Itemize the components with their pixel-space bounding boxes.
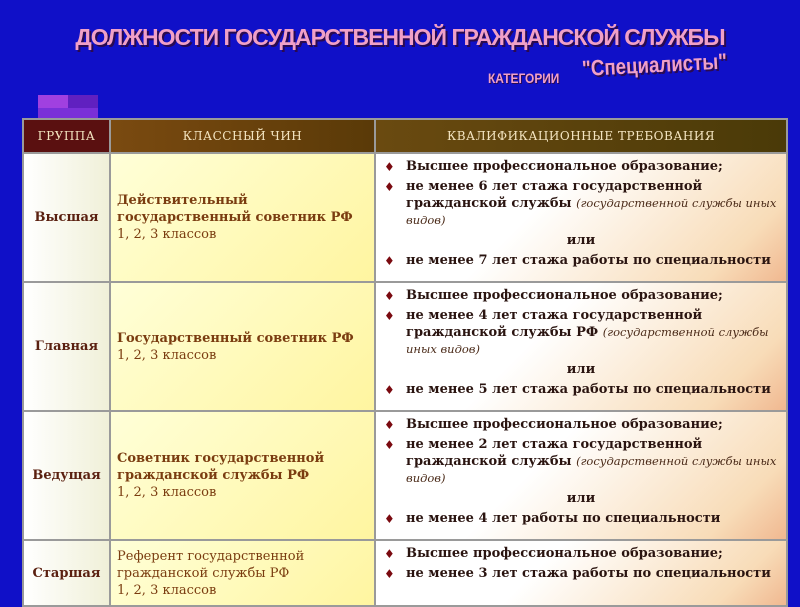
diamond-bullet-icon: ♦ bbox=[384, 512, 395, 526]
rank-cell bbox=[110, 411, 375, 540]
rank-line: Референт государственной bbox=[117, 548, 305, 564]
group-cell: Ведущая bbox=[23, 411, 110, 540]
requirements-cell bbox=[375, 153, 787, 282]
category-value: "Специалисты" bbox=[581, 48, 728, 81]
diamond-bullet-icon: ♦ bbox=[384, 438, 395, 452]
table-row bbox=[23, 282, 787, 411]
group-cell: Главная bbox=[23, 282, 110, 411]
group-cell: Старшая bbox=[23, 540, 110, 606]
header-row bbox=[23, 119, 787, 153]
list-item: ♦ не менее 5 лет стажа работы по специальности bbox=[384, 382, 771, 397]
category-label: КАТЕГОРИИ bbox=[488, 70, 560, 86]
diamond-bullet-icon: ♦ bbox=[384, 309, 395, 323]
table-row bbox=[23, 540, 787, 606]
rank-line: Государственный советник РФ bbox=[117, 330, 354, 346]
rank-line: 1, 2, 3 классов bbox=[117, 347, 217, 363]
rank-line: 1, 2, 3 классов bbox=[117, 582, 217, 598]
list-item: ♦ не менее 3 лет стажа работы по специальности bbox=[384, 566, 771, 581]
group-cell: Высшая bbox=[23, 153, 110, 282]
list-item: ♦ Высшее профессиональное образование; bbox=[384, 546, 723, 561]
rank-line: 1, 2, 3 классов bbox=[117, 485, 217, 500]
rank-line: государственный советник РФ bbox=[117, 210, 353, 225]
list-item: ♦ Высшее профессиональное образование; bbox=[384, 288, 723, 303]
rank-cell bbox=[110, 540, 375, 606]
rank-line: Советник государственной bbox=[117, 451, 325, 466]
table-row bbox=[23, 153, 787, 282]
list-item: ♦ не менее 6 лет стажа государственной гражданской службы (государственной службы иных видов) bbox=[384, 179, 777, 227]
rank-line: Действительный bbox=[117, 193, 248, 208]
rank-line: 1, 2, 3 классов bbox=[117, 227, 217, 242]
list-item: ♦ не менее 2 лет стажа государственной гражданской службы (государственной службы иных видов) bbox=[384, 437, 777, 485]
list-item: ♦ Высшее профессиональное образование; bbox=[384, 159, 723, 174]
rank-line: гражданской службы РФ bbox=[117, 468, 310, 483]
rank-line: гражданской службы РФ bbox=[117, 565, 290, 581]
diamond-bullet-icon: ♦ bbox=[384, 180, 395, 194]
diamond-bullet-icon: ♦ bbox=[384, 567, 395, 581]
diamond-bullet-icon: ♦ bbox=[384, 160, 395, 174]
or-separator: или bbox=[566, 233, 596, 248]
positions-table bbox=[22, 118, 788, 607]
diamond-bullet-icon: ♦ bbox=[384, 289, 395, 303]
diamond-bullet-icon: ♦ bbox=[384, 383, 395, 397]
list-item: ♦ не менее 7 лет стажа работы по специальности bbox=[384, 253, 771, 268]
or-separator: или bbox=[566, 491, 596, 506]
list-item: ♦ Высшее профессиональное образование; bbox=[384, 417, 723, 432]
diamond-bullet-icon: ♦ bbox=[384, 254, 395, 268]
requirements-cell bbox=[375, 411, 787, 540]
header-group: ГРУППА bbox=[23, 119, 110, 153]
requirements-cell bbox=[375, 282, 787, 411]
diamond-bullet-icon: ♦ bbox=[384, 418, 395, 432]
list-item: ♦ не менее 4 лет работы по специальности bbox=[384, 511, 721, 526]
header-rank: КЛАССНЫЙ ЧИН bbox=[110, 119, 375, 153]
requirements-cell bbox=[375, 540, 787, 606]
or-separator: или bbox=[566, 362, 596, 377]
rank-cell bbox=[110, 153, 375, 282]
diamond-bullet-icon: ♦ bbox=[384, 547, 395, 561]
header-requirements: КВАЛИФИКАЦИОННЫЕ ТРЕБОВАНИЯ bbox=[375, 119, 787, 153]
table-row bbox=[23, 411, 787, 540]
rank-cell bbox=[110, 282, 375, 411]
page-title: ДОЛЖНОСТИ ГОСУДАРСТВЕННОЙ ГРАЖДАНСКОЙ СЛУЖБЫ bbox=[75, 24, 725, 50]
list-item: ♦ не менее 4 лет стажа государственной гражданской службы РФ (государственной службы иных видов) bbox=[384, 308, 769, 356]
